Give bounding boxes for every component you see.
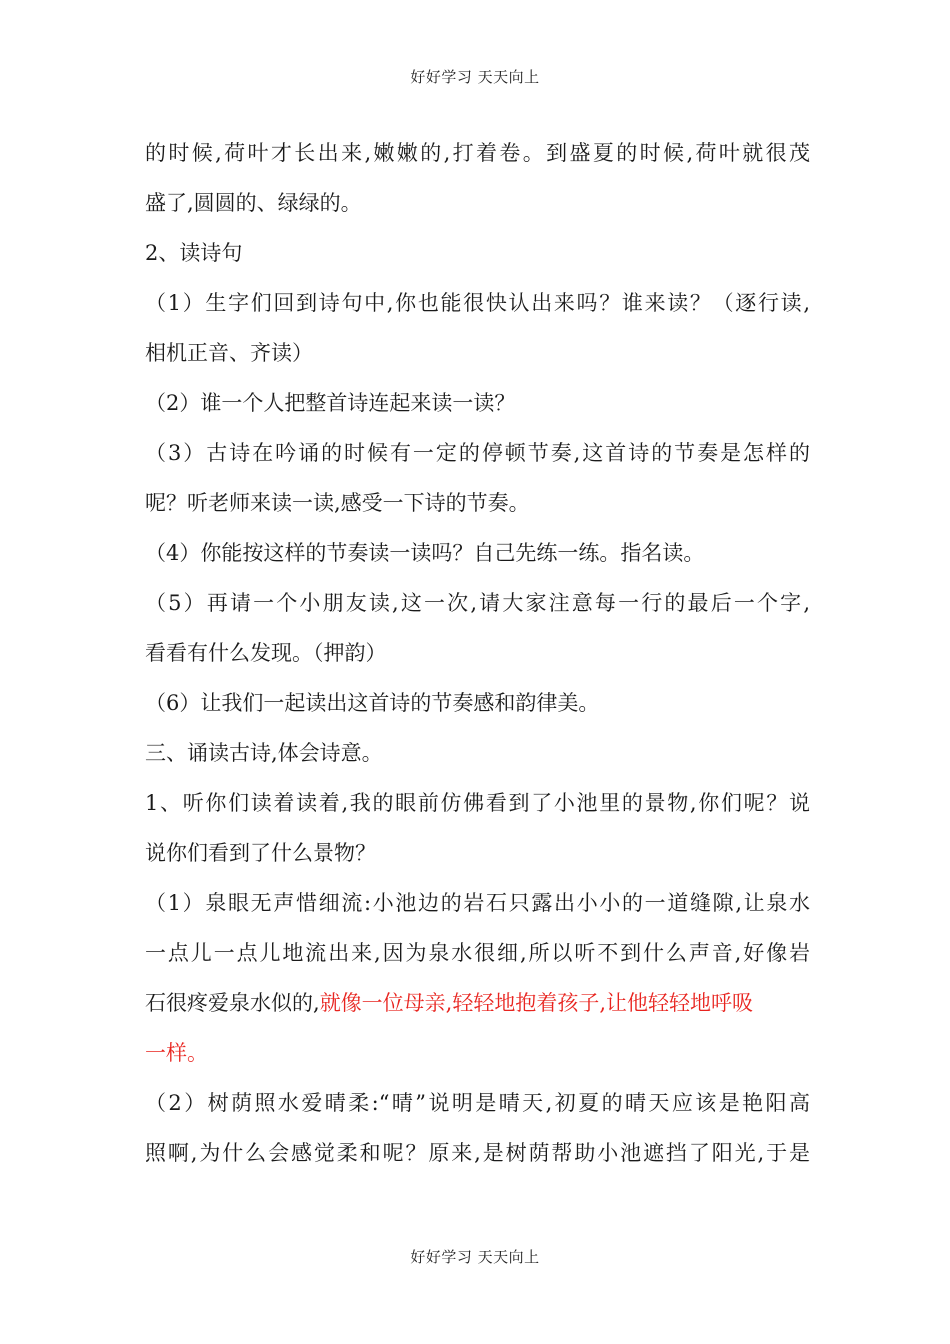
highlighted-text: 一样。: [145, 1041, 208, 1065]
paragraph-line: 1、听你们读着读着,我的眼前仿佛看到了小池里的景物,你们呢？说: [145, 791, 810, 815]
page-footer: 好好学习 天天向上: [410, 1248, 540, 1266]
paragraph-line: （2）树荫照水爱晴柔:“晴”说明是晴天,初夏的晴天应该是艳阳高: [145, 1091, 810, 1115]
paragraph-line: （3）古诗在吟诵的时候有一定的停顿节奏,这首诗的节奏是怎样的: [145, 441, 810, 465]
paragraph-line: （2）谁一个人把整首诗连起来读一读？: [145, 391, 516, 415]
paragraph-line: （1）泉眼无声惜细流:小池边的岩石只露出小小的一道缝隙,让泉水: [145, 891, 810, 915]
paragraph-line: （6）让我们一起读出这首诗的节奏感和韵律美。: [145, 691, 600, 715]
paragraph-line: [145, 978, 810, 1028]
paragraph-line: （1）生字们回到诗句中,你也能很快认出来吗？谁来读？（逐行读,: [145, 291, 810, 315]
paragraph-line: 盛了,圆圆的、绿绿的。: [145, 191, 362, 215]
paragraph-line: 相机正音、齐读）: [145, 341, 313, 365]
section-heading: 2、读诗句: [145, 241, 243, 265]
document-body: [145, 128, 810, 1178]
page-header: 好好学习 天天向上: [410, 68, 540, 86]
paragraph-line: 呢？听老师来读一读,感受一下诗的节奏。: [145, 491, 530, 515]
paragraph-line: 看看有什么发现。（押韵）: [145, 641, 387, 665]
line-text: 石很疼爱泉水似的,: [145, 991, 320, 1015]
section-heading: 三、诵读古诗,体会诗意。: [145, 741, 383, 765]
paragraph-line: 的时候,荷叶才长出来,嫩嫩的,打着卷。到盛夏的时候,荷叶就很茂: [145, 141, 810, 165]
paragraph-line: （5）再请一个小朋友读,这一次,请大家注意每一行的最后一个字,: [145, 591, 810, 615]
paragraph-line: 一点儿一点儿地流出来,因为泉水很细,所以听不到什么声音,好像岩: [145, 941, 810, 965]
paragraph-line: （4）你能按这样的节奏读一读吗？自己先练一练。指名读。: [145, 541, 705, 565]
paragraph-line: 照啊,为什么会感觉柔和呢？原来,是树荫帮助小池遮挡了阳光,于是: [145, 1141, 810, 1165]
paragraph-line: 说你们看到了什么景物？: [145, 841, 376, 865]
highlighted-text: 就像一位母亲,轻轻地抱着孩子,让他轻轻地呼吸: [319, 991, 754, 1015]
